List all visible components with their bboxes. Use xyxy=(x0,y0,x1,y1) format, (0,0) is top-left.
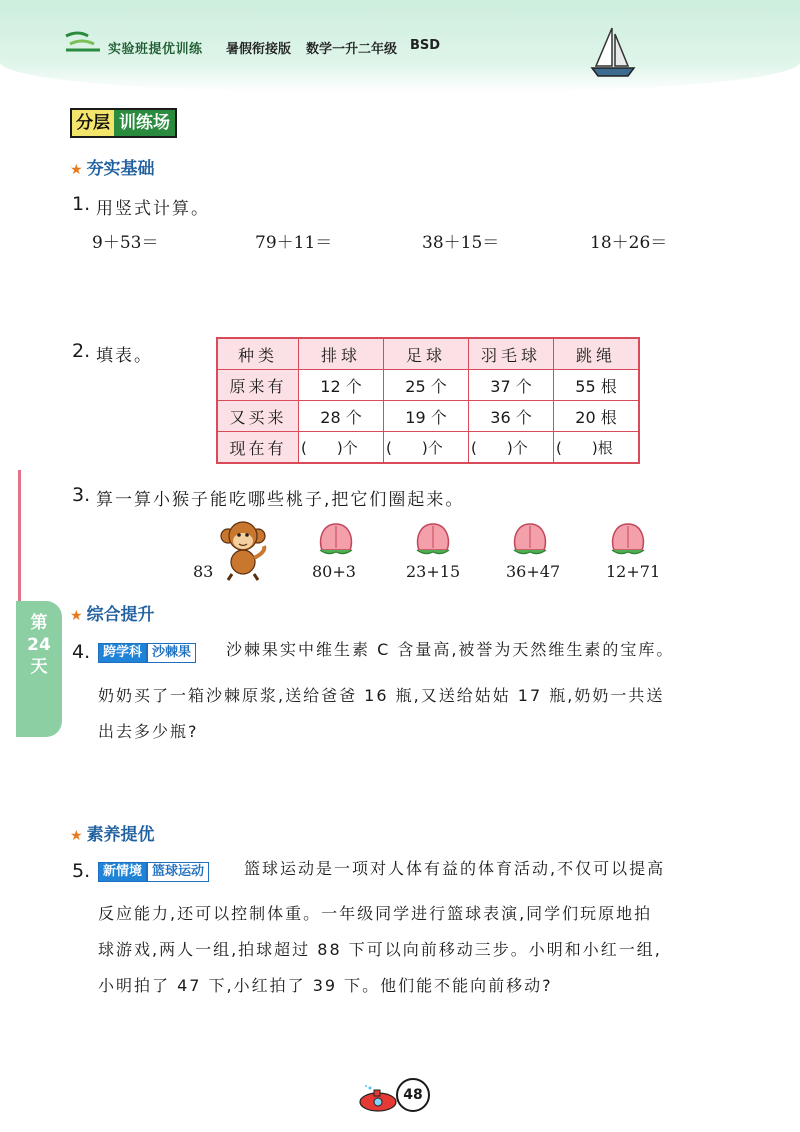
day-side-tab-text: 第 24 天 xyxy=(27,613,51,677)
table-cell: 12 个 xyxy=(299,370,384,401)
table-row xyxy=(217,338,639,370)
page-number: 48 xyxy=(396,1078,430,1112)
table-row-label: 原来有 xyxy=(217,370,299,401)
peach-label: 23+15 xyxy=(406,562,461,581)
section-badge xyxy=(70,108,177,138)
q3-number: 3. xyxy=(72,484,91,506)
peach-label: 12+71 xyxy=(606,562,661,581)
table-row-label: 又买来 xyxy=(217,401,299,432)
q5-line-1: 篮球运动是一项对人体有益的体育活动,不仅可以提高 xyxy=(244,859,666,878)
table-header-cell: 足球 xyxy=(384,338,469,370)
q1-equation-1: 9＋53＝ xyxy=(92,233,159,253)
margin-line xyxy=(18,470,21,602)
q4-line-2: 奶奶买了一箱沙棘原浆,送给爸爸 16 瓶,又送给姑姑 17 瓶,奶奶一共送 xyxy=(98,686,665,705)
q1-equation-4: 18＋26＝ xyxy=(590,233,668,253)
table-row xyxy=(217,432,639,464)
table-cell: 55 根 xyxy=(554,370,640,401)
publisher-label: BSD xyxy=(410,38,441,53)
monkey-icon xyxy=(214,516,272,582)
section-comprehensive-title: ★ 综合提升 xyxy=(70,605,155,625)
table-cell: 19 个 xyxy=(384,401,469,432)
star-icon: ★ xyxy=(70,608,83,624)
q5-line-3: 球游戏,两人一组,拍球超过 88 下可以向前移动三步。小明和小红一组, xyxy=(98,940,662,959)
star-icon: ★ xyxy=(70,828,83,844)
table-row-label: 现在有 xyxy=(217,432,299,464)
q4-tag-topic: 沙棘果 xyxy=(147,643,196,663)
answer-blank[interactable]: ( )个 xyxy=(469,432,554,464)
q2-text: 填表。 xyxy=(96,346,153,366)
star-icon: ★ xyxy=(70,162,83,178)
q5-tags xyxy=(98,860,209,882)
table-header-cell: 排球 xyxy=(299,338,384,370)
peach-icon[interactable] xyxy=(413,520,453,558)
table-header-cell: 羽毛球 xyxy=(469,338,554,370)
table-header-cell: 种类 xyxy=(217,338,299,370)
table-row xyxy=(217,401,639,432)
peach-icon[interactable] xyxy=(316,520,356,558)
table-cell: 36 个 xyxy=(469,401,554,432)
brand-logo-icon xyxy=(64,30,104,54)
q4-line-3: 出去多少瓶? xyxy=(98,722,199,741)
peach-label: 36+47 xyxy=(506,562,561,581)
q2-number: 2. xyxy=(72,340,91,362)
q1-equation-2: 79＋11＝ xyxy=(255,233,333,253)
section-badge-part1: 分层 xyxy=(72,110,114,136)
q4-tag-subject: 跨学科 xyxy=(98,643,147,663)
answer-blank[interactable]: ( )根 xyxy=(554,432,640,464)
q1-number: 1. xyxy=(72,193,91,215)
table-cell: 25 个 xyxy=(384,370,469,401)
peach-label: 80+3 xyxy=(312,562,356,581)
q1-equation-3: 38＋15＝ xyxy=(422,233,500,253)
answer-blank[interactable]: ( )个 xyxy=(299,432,384,464)
q5-line-4: 小明拍了 47 下,小红拍了 39 下。他们能不能向前移动? xyxy=(98,976,553,995)
section-basic-title: ★ 夯实基础 xyxy=(70,159,155,179)
q5-tag-topic: 篮球运动 xyxy=(147,862,209,882)
sailboat-icon xyxy=(588,24,638,80)
q5-line-2: 反应能力,还可以控制体重。一年级同学进行篮球表演,同学们玩原地拍 xyxy=(98,904,653,923)
grade-label: 数学一升二年级 xyxy=(306,42,398,57)
answer-blank[interactable]: ( )个 xyxy=(384,432,469,464)
q4-tags xyxy=(98,641,196,663)
edition-label: 暑假衔接版 xyxy=(226,42,292,57)
peach-icon[interactable] xyxy=(608,520,648,558)
table-cell: 28 个 xyxy=(299,401,384,432)
brand-title: 实验班提优训练 xyxy=(108,42,203,57)
fill-table xyxy=(216,337,640,464)
q5-number: 5. xyxy=(72,860,91,882)
section-badge-part2: 训练场 xyxy=(114,110,175,136)
monkey-number: 83 xyxy=(193,562,214,581)
q5-tag-context: 新情境 xyxy=(98,862,147,882)
q4-line-1: 沙棘果实中维生素 C 含量高,被誉为天然维生素的宝库。 xyxy=(226,640,675,659)
q1-text: 用竖式计算。 xyxy=(96,199,210,219)
peach-icon[interactable] xyxy=(510,520,550,558)
table-cell: 37 个 xyxy=(469,370,554,401)
table-row xyxy=(217,370,639,401)
table-header-cell: 跳绳 xyxy=(554,338,640,370)
q4-number: 4. xyxy=(72,641,91,663)
q3-text: 算一算小猴子能吃哪些桃子,把它们圈起来。 xyxy=(96,490,465,510)
section-literacy-title: ★ 素养提优 xyxy=(70,825,155,845)
table-cell: 20 根 xyxy=(554,401,640,432)
